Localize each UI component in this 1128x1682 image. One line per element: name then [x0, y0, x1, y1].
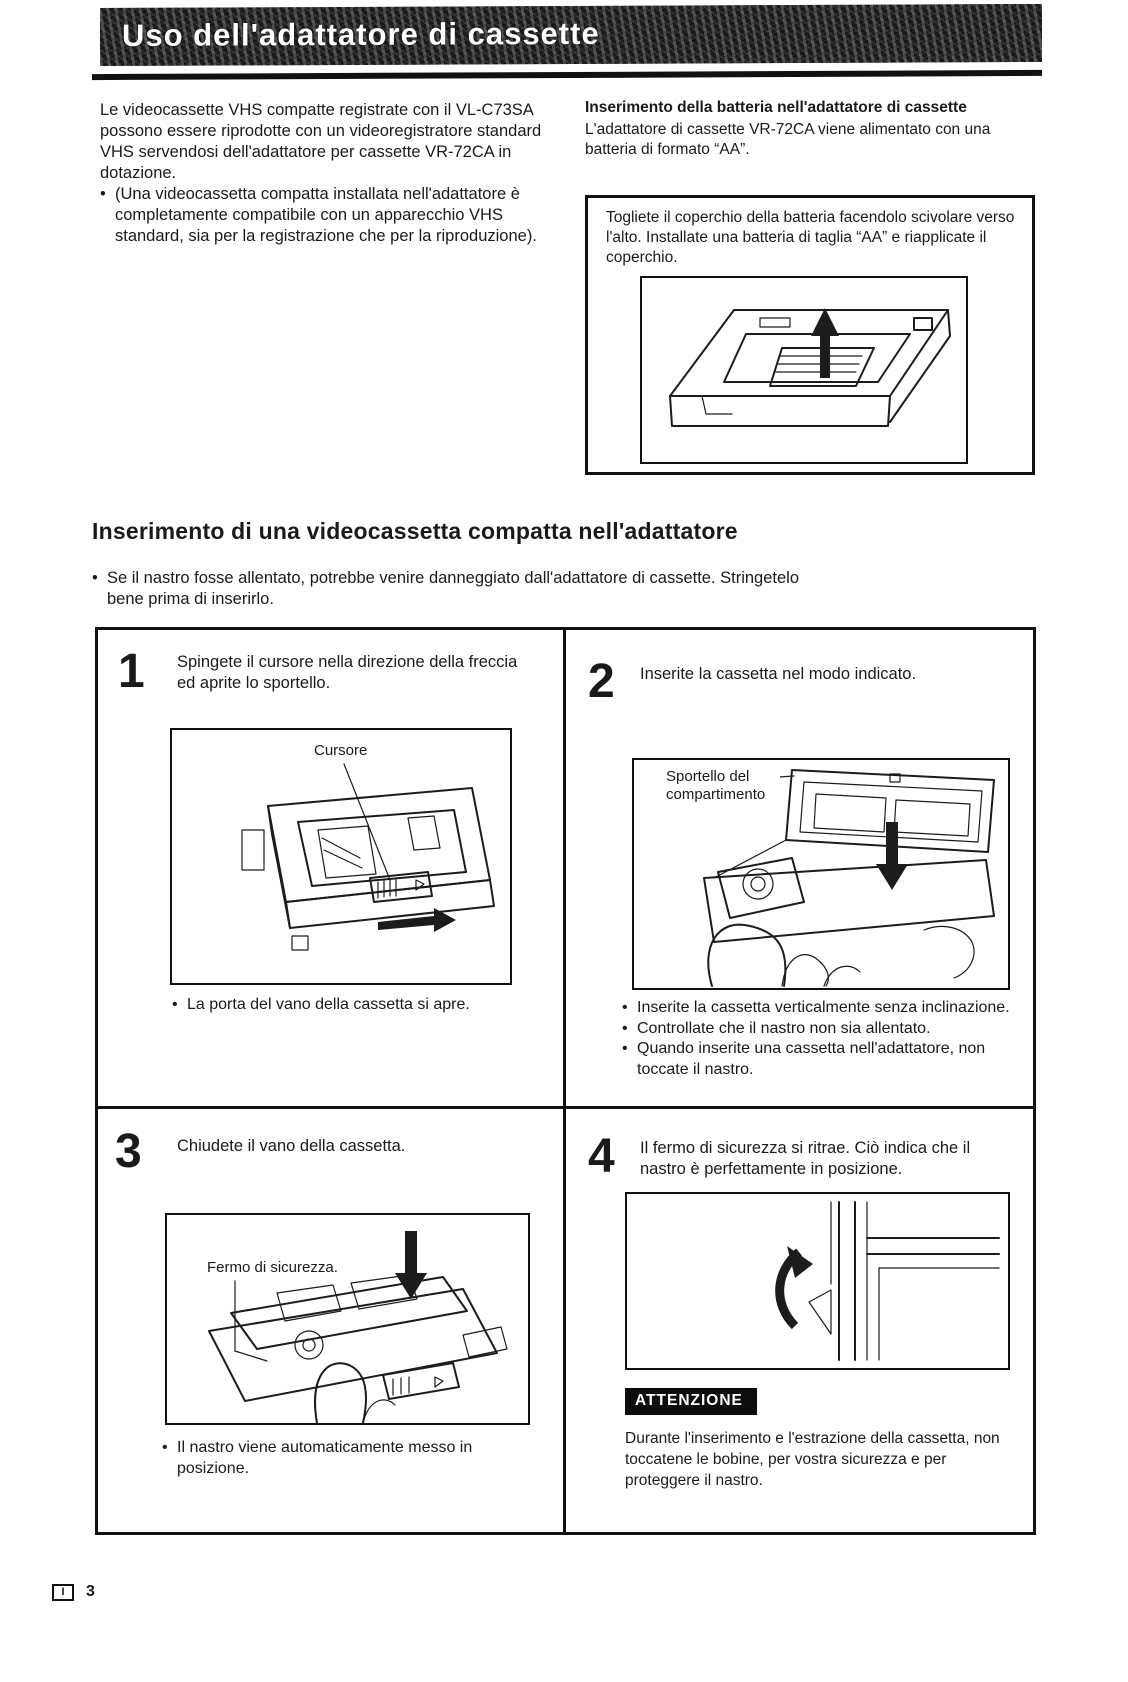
step-1-figure-label: Cursore: [314, 742, 368, 759]
down-arrow-icon: [395, 1231, 427, 1299]
step-3-bullets: [162, 1438, 532, 1479]
step-1-illustration: [172, 730, 510, 983]
step-2-instruction: Inserite la cassetta nel modo indicato.: [640, 665, 917, 683]
step-4-figure: [625, 1192, 1010, 1370]
intro-paragraph: Le videocassette VHS compatte registrate con il VL-C73SA possono essere riprodotte con un videoregistratore standard VHS servendosi dell'adattatore per cassette VR-72CA in dotazione.: [100, 101, 542, 182]
grid-horizontal-divider: [98, 1106, 1033, 1109]
battery-figure: [640, 276, 968, 464]
up-arrow-icon: [811, 308, 839, 378]
step-bullet: • Il nastro viene automaticamente messo in posizione.: [162, 1438, 532, 1479]
battery-note-box: [585, 195, 1035, 475]
step-bullet: • Quando inserite una cassetta nell'adattatore, non toccate il nastro.: [622, 1039, 1027, 1080]
section-heading: Inserimento di una videocassetta compatta nell'adattatore: [92, 518, 738, 544]
section-note: [92, 568, 832, 610]
step-3-number: 3: [115, 1125, 142, 1178]
step-bullet: • Inserite la cassetta verticalmente senza inclinazione.: [622, 998, 1027, 1019]
warning-text: Durante l'inserimento e l'estrazione della cassetta, non toccatene le bobine, per vostra sicurezza e per proteggere il nastro.: [625, 1430, 1000, 1489]
page-number: 3: [86, 1583, 95, 1600]
step-bullet: • Controllate che il nastro non sia allentato.: [622, 1019, 1027, 1040]
banner-rule: [92, 70, 1042, 80]
battery-adapter-illustration: [642, 278, 966, 462]
step-4-illustration: [627, 1194, 1008, 1368]
step-1-number: 1: [118, 645, 145, 698]
step-2-bullets: [622, 998, 1027, 1080]
intro-column-left: [100, 100, 568, 247]
step-3-figure: [165, 1213, 530, 1425]
curved-arrow-icon: [780, 1246, 813, 1326]
page-title: Uso dell'adattatore di cassette: [122, 15, 600, 53]
step-3-instruction: Chiudete il vano della cassetta.: [177, 1137, 406, 1155]
step-2-figure: [632, 758, 1010, 990]
intro-column-right: [585, 98, 1040, 160]
grid-vertical-divider: [563, 630, 566, 1532]
step-1-figure: [170, 728, 512, 985]
step-3-figure-label: Fermo di sicurezza.: [207, 1259, 338, 1276]
battery-body: L'adattatore di cassette VR-72CA viene alimentato con una batteria di formato “AA”.: [585, 121, 991, 158]
step-2-figure-label: Sportello del compartimento: [664, 768, 780, 804]
page-banner: [100, 4, 1042, 66]
edition-mark: I: [52, 1584, 74, 1601]
step-3-illustration: [167, 1215, 528, 1423]
warning-badge: ATTENZIONE: [625, 1388, 757, 1415]
step-4-number: 4: [588, 1130, 615, 1183]
page-footer: [52, 1583, 95, 1601]
intro-bullet: • (Una videocassetta compatta installata nell'adattatore è completamente compatibile con un apparecchio VHS standard, sia per la registrazione che per la riproduzione).: [100, 184, 568, 247]
section-note-bullet: • Se il nastro fosse allentato, potrebbe venire danneggiato dall'adattatore di cassette. Stringetelo bene prima di inserirlo.: [92, 568, 832, 610]
battery-heading: Inserimento della batteria nell'adattatore di cassette: [585, 99, 967, 116]
step-2-number: 2: [588, 655, 615, 708]
step-1-instruction: Spingete il cursore nella direzione della freccia ed aprite lo sportello.: [177, 653, 518, 692]
step-1-bullets: [172, 995, 547, 1016]
battery-box-text: Togliete il coperchio della batteria facendolo scivolare verso l'alto. Installate una batteria di taglia “AA” e riapplicate il coperchio.: [606, 209, 1015, 266]
step-4-instruction: Il fermo di sicurezza si ritrae. Ciò indica che il nastro è perfettamente in posizione.: [640, 1139, 971, 1178]
step-bullet: • La porta del vano della cassetta si apre.: [172, 995, 547, 1016]
